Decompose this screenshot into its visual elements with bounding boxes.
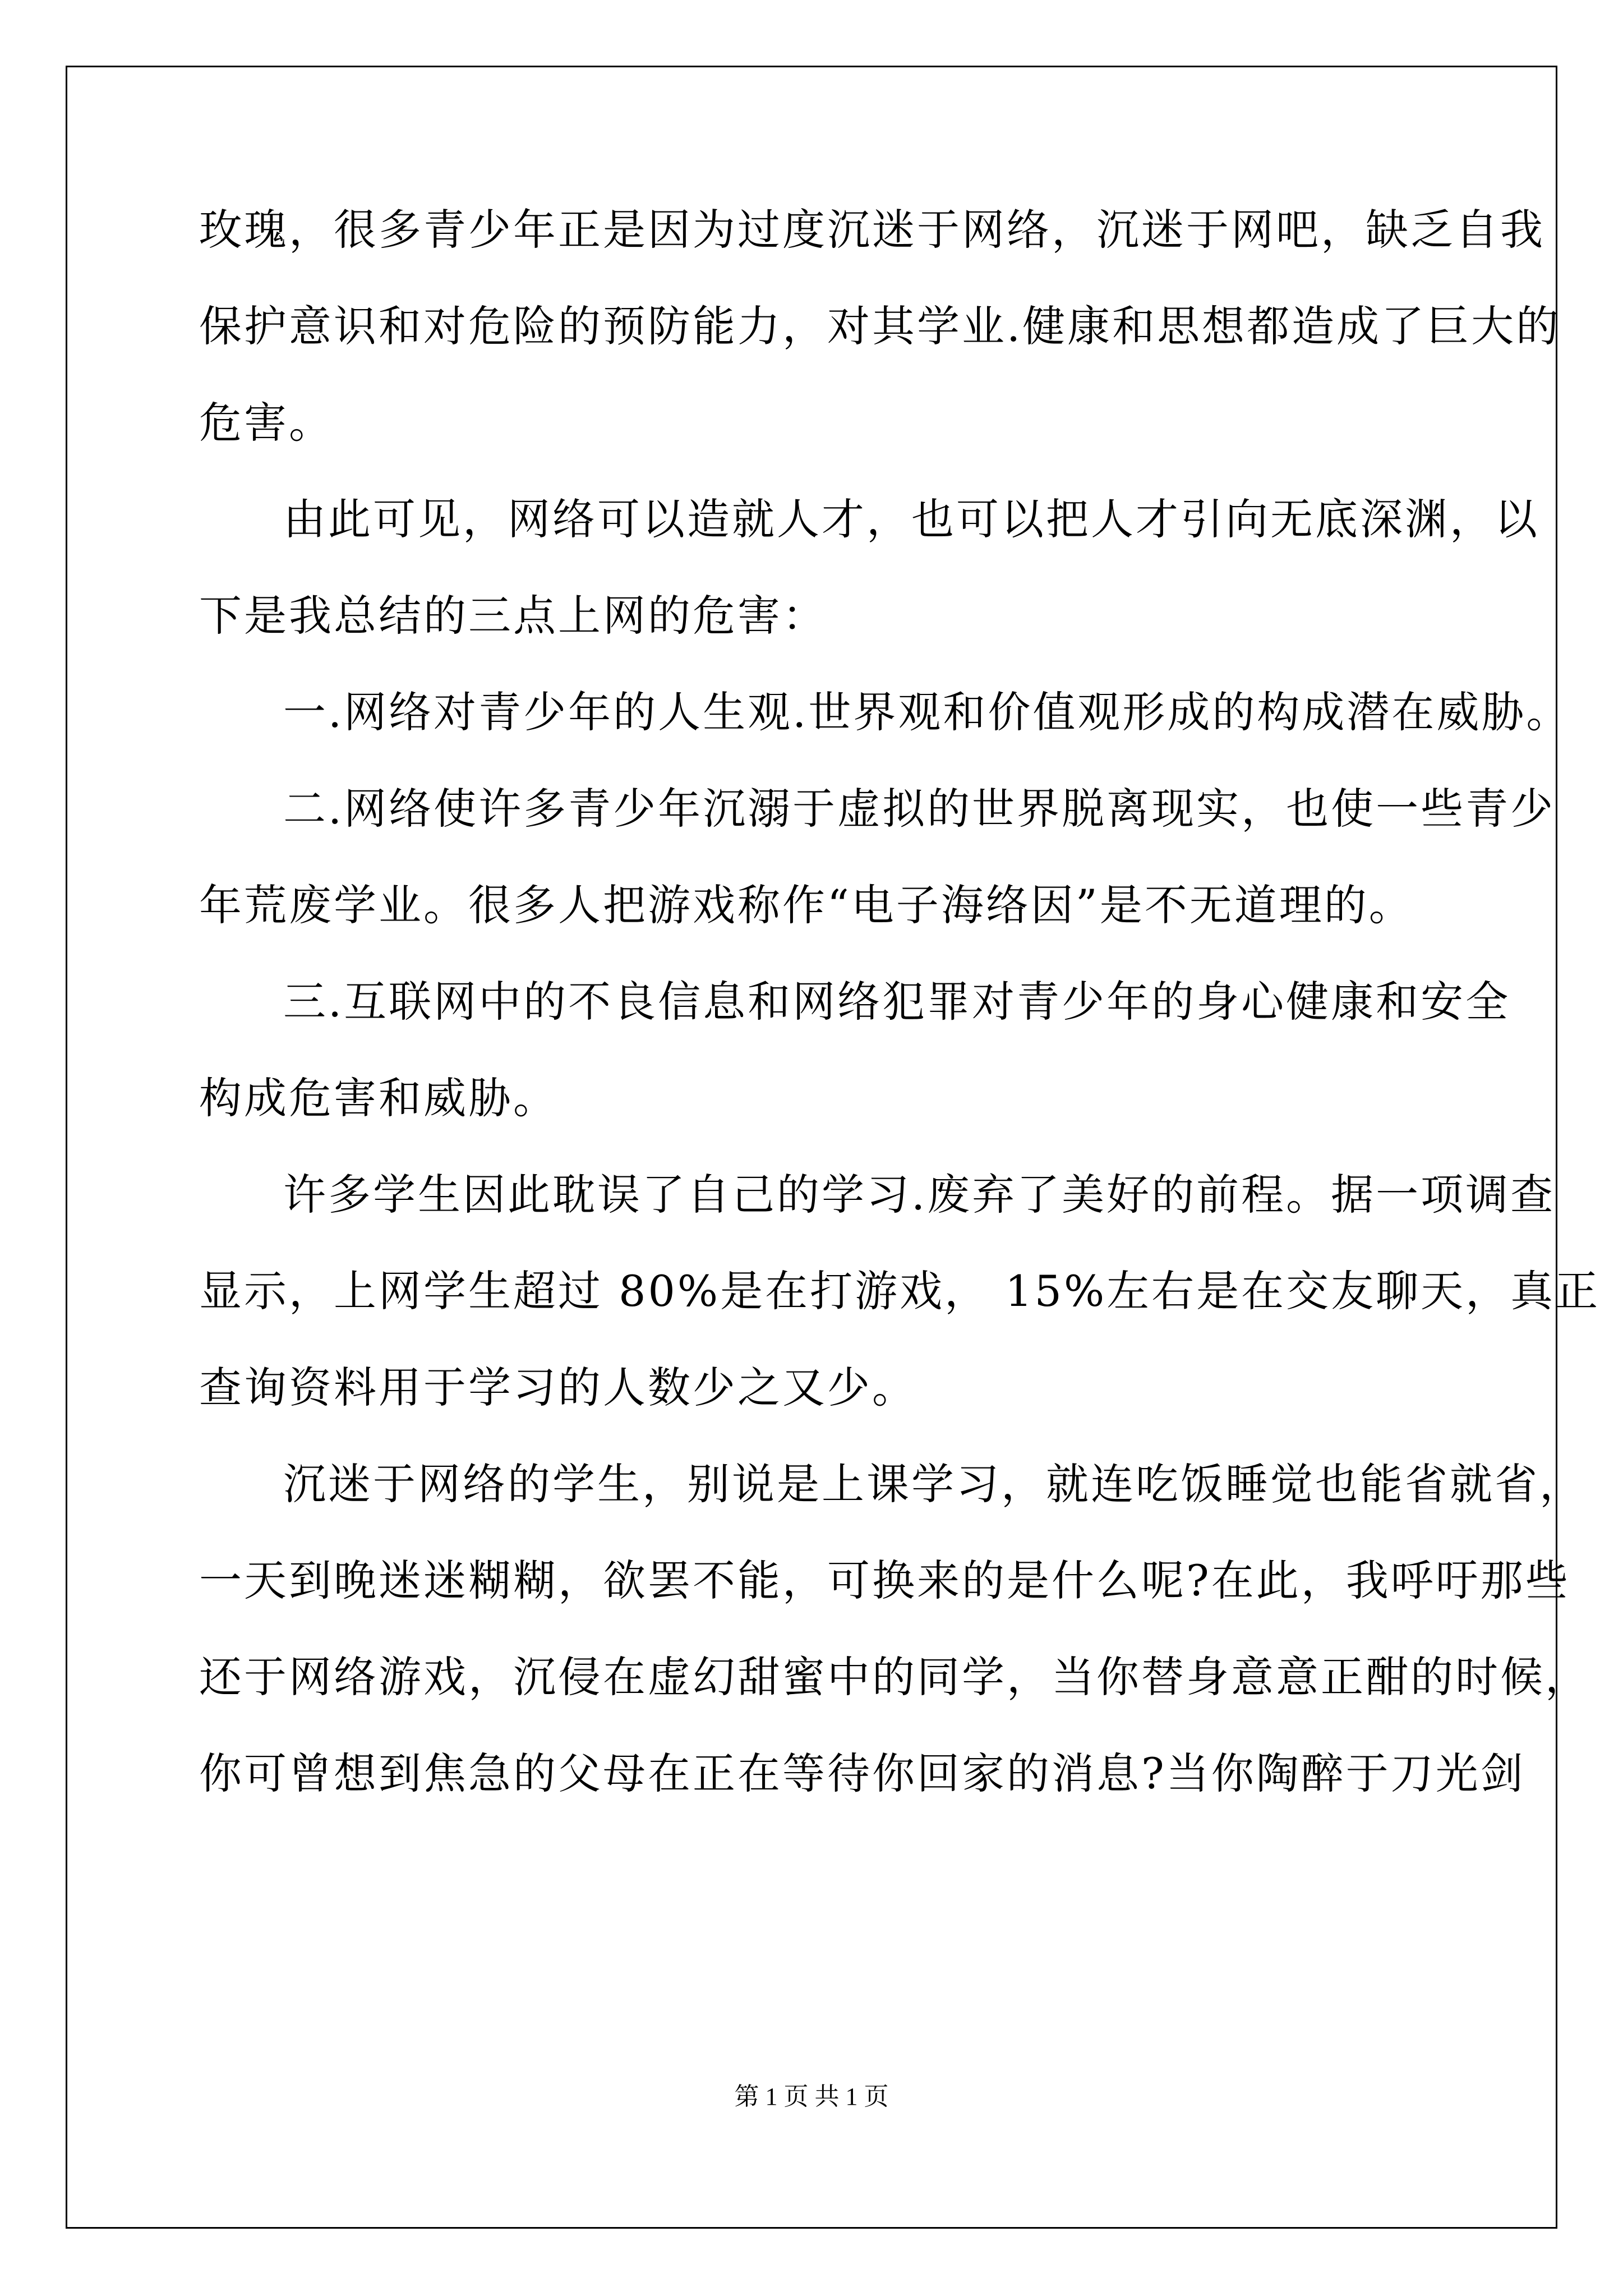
text-line: 年荒废学业。很多人把游戏称作“电子海络因”是不无道理的。 (199, 880, 1414, 930)
paragraph-first-line: 三.互联网中的不良信息和网络犯罪对青少年的身心健康和安全 (283, 977, 1511, 1027)
paragraph-first-line: 一.网络对青少年的人生观.世界观和价值观形成的构成潜在威胁。 (283, 687, 1571, 737)
text-line: 保护意识和对危险的预防能力，对其学业.健康和思想都造成了巨大的 (199, 301, 1561, 351)
text-line: 查询资料用于学习的人数少之又少。 (199, 1363, 917, 1412)
paragraph-first-line: 沉迷于网络的学生，别说是上课学习，就连吃饭睡觉也能省就省， (283, 1459, 1584, 1509)
text-line: 还于网络游戏，沉侵在虚幻甜蜜中的同学，当你替身意意正酣的时候， (199, 1652, 1590, 1702)
paragraph-first-line: 由此可见，网络可以造就人才，也可以把人才引向无底深渊，以 (283, 494, 1539, 544)
text-line: 一天到晚迷迷糊糊，欲罢不能，可换来的是什么呢?在此，我呼吁那些 (199, 1556, 1570, 1605)
text-line: 下是我总结的三点上网的危害： (199, 591, 827, 641)
page-border (66, 66, 1557, 2229)
paragraph-first-line: 二.网络使许多青少年沉溺于虚拟的世界脱离现实，也使一些青少 (283, 784, 1556, 834)
text-line: 你可曾想到焦急的父母在正在等待你回家的消息?当你陶醉于刀光剑 (199, 1749, 1525, 1798)
paragraph-first-line: 许多学生因此耽误了自己的学习.废弃了美好的前程。据一项调查 (283, 1170, 1556, 1220)
page-footer: 第 1 页 共 1 页 (734, 2083, 889, 2110)
text-line: 危害。 (199, 398, 334, 448)
text-line: 显示，上网学生超过 80%是在打游戏， 15%左右是在交友聊天，真正 (199, 1266, 1601, 1316)
text-line: 玫瑰，很多青少年正是因为过度沉迷于网络，沉迷于网吧，缺乏自我 (199, 205, 1545, 255)
text-line: 构成危害和威胁。 (199, 1073, 558, 1123)
